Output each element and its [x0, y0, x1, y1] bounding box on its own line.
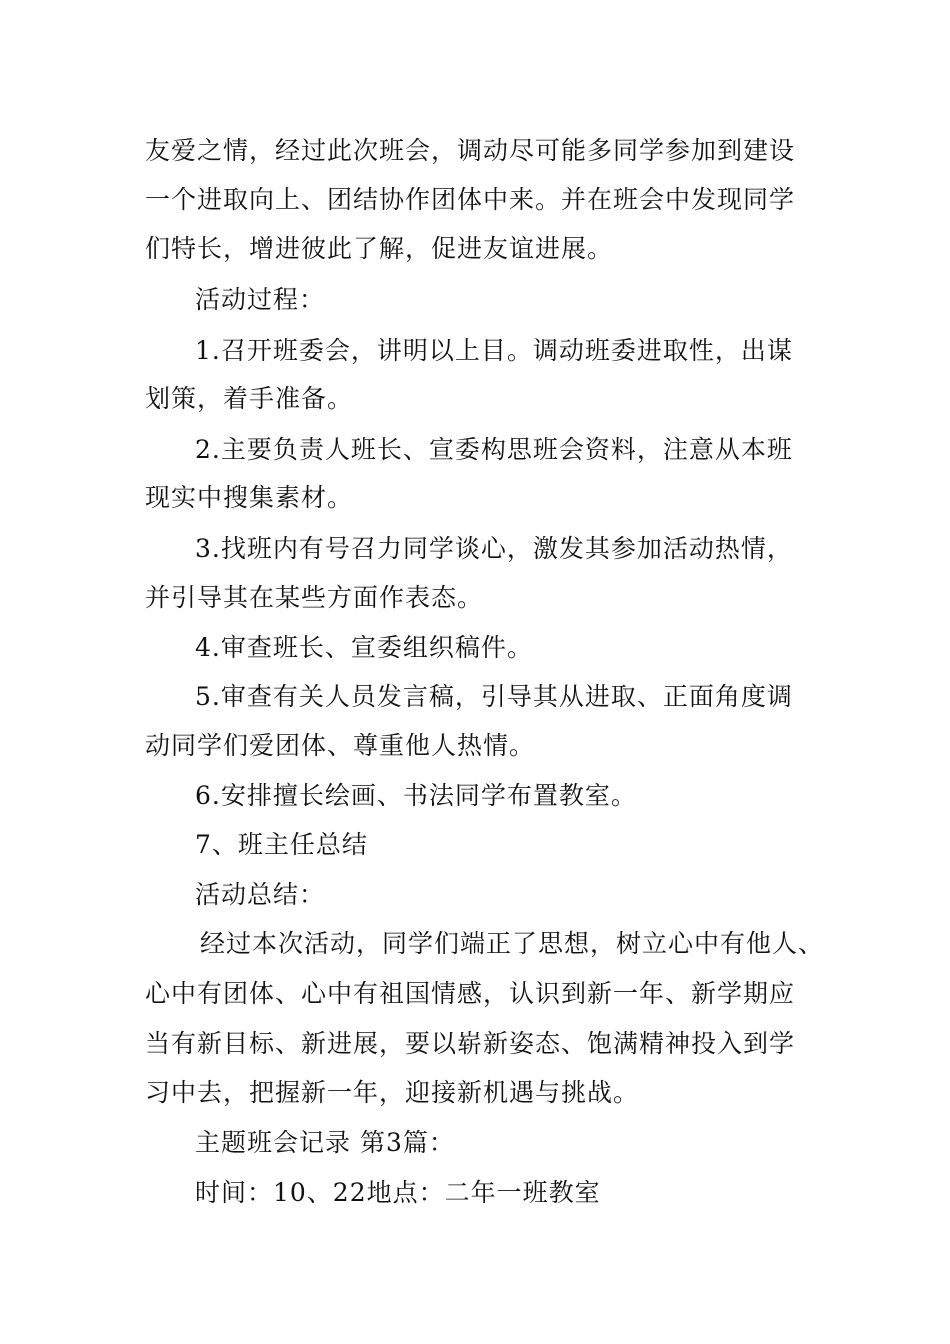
list-item-line: 划策，着手准备。	[145, 384, 354, 413]
list-item-line: 3.找班内有号召力同学谈心，激发其参加活动热情，	[195, 534, 793, 563]
text-line: 友爱之情，经过此次班会，调动尽可能多同学参加到建设	[145, 136, 796, 165]
text-line: 当有新目标、新进展，要以崭新姿态、饱满精神投入到学	[145, 1029, 796, 1058]
text-line: 习中去，把握新一年，迎接新机遇与挑战。	[145, 1078, 640, 1107]
list-item-line: 2.主要负责人班长、宣委构思班会资料，注意从本班	[195, 435, 793, 464]
list-item-line: 并引导其在某些方面作表态。	[145, 583, 484, 612]
meeting-info: 时间：10、22地点：二年一班教室	[195, 1178, 601, 1207]
text-line: 们特长，增进彼此了解，促进友谊进展。	[145, 234, 614, 263]
list-item-line: 6.安排擅长绘画、书法同学布置教室。	[195, 781, 637, 810]
section-title: 主题班会记录 第3篇：	[195, 1128, 455, 1157]
list-item-line: 7、班主任总结	[195, 830, 368, 859]
section-heading: 活动总结：	[195, 880, 326, 909]
text-line: 经过本次活动，同学们端正了思想，树立心中有他人、	[200, 929, 825, 958]
section-heading: 活动过程：	[195, 285, 326, 314]
list-item-line: 4.审查班长、宣委组织稿件。	[195, 633, 533, 662]
list-item-line: 动同学们爱团体、尊重他人热情。	[145, 731, 536, 760]
list-item-line: 5.审查有关人员发言稿，引导其从进取、正面角度调	[195, 682, 793, 711]
list-item-line: 1.召开班委会，讲明以上目。调动班委进取性，出谋	[195, 336, 793, 365]
text-line: 心中有团体、心中有祖国情感，认识到新一年、新学期应	[145, 979, 796, 1008]
list-item-line: 现实中搜集素材。	[145, 483, 354, 512]
text-line: 一个进取向上、团结协作团体中来。并在班会中发现同学	[145, 185, 796, 214]
